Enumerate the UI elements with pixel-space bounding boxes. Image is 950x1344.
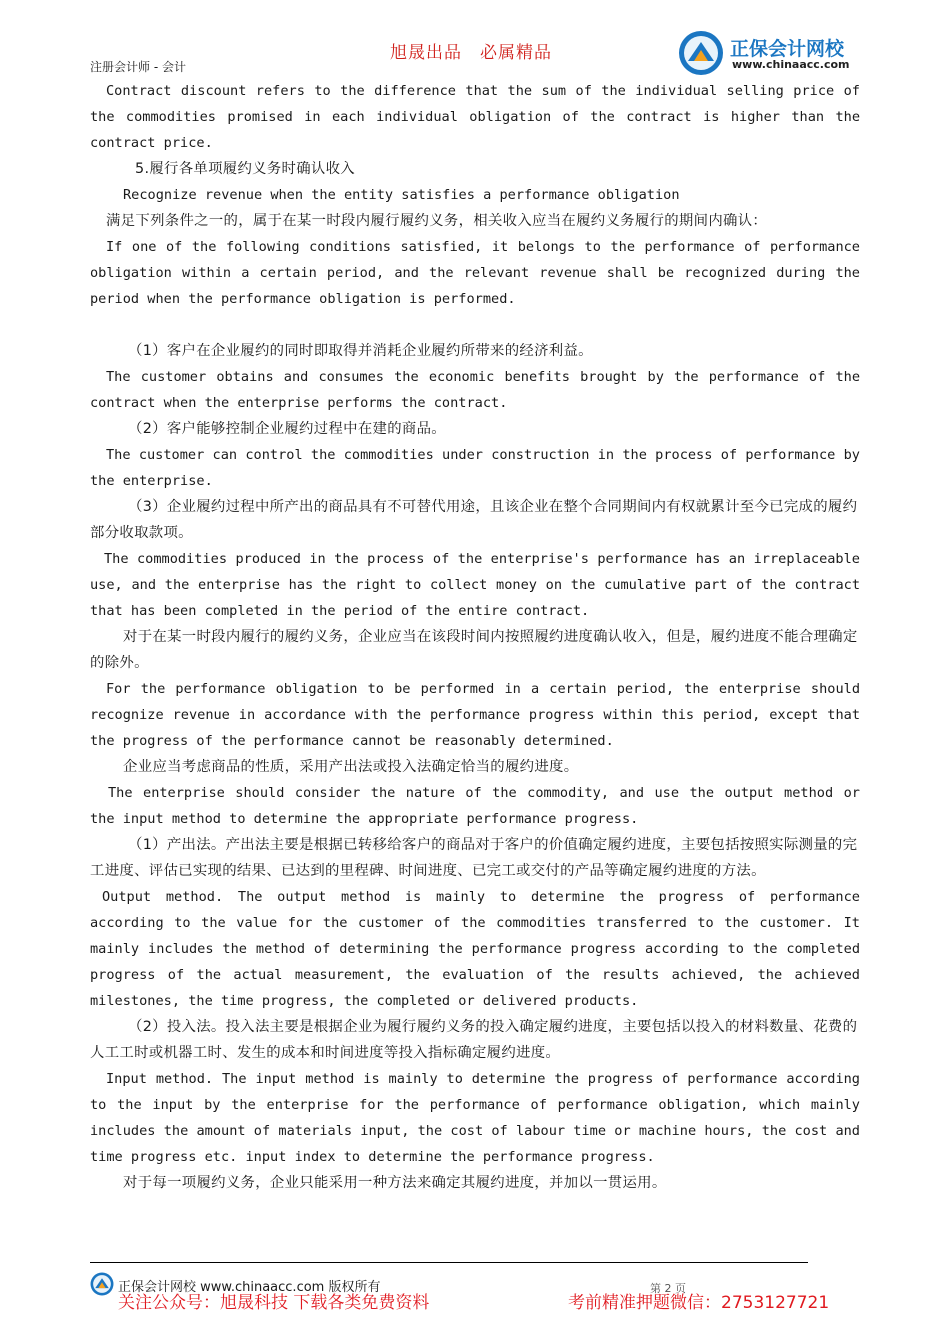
chinaacc-logo-icon [90,1272,114,1296]
list-item: （3）企业履约过程中所产出的商品具有不可替代用途，且该企业在整个合同期间内有权就累计至今已完成的履约部分收取款项。 [90,499,858,541]
course-title: 注册会计师 - 会计 [90,60,186,74]
logo-url[interactable]: www.chinaacc.com [732,58,850,71]
brand-logo[interactable] [678,30,878,76]
footer-promo-left: 关注公众号：旭晟科技 下载各类免费资料 [118,1293,430,1313]
paragraph: The customer obtains and consumes the economic benefits brought by the performance of the contract when the enterprise performs the contract. [90,369,860,411]
logo-name: 正保会计网校 [730,38,845,60]
document-body [90,78,860,1196]
paragraph: For the performance obligation to be performed in a certain period, the enterprise should recognize revenue in accordance with the performance progress within this period, except that the progress of the performance cannot be reasonably determined. [90,681,860,749]
footer-promo-right: 考前精准押题微信：2753127721 [568,1293,830,1313]
section-heading-en: Recognize revenue when the entity satisfies a performance obligation [123,187,680,203]
header-slogan: 旭晟出品 必属精品 [390,43,552,63]
paragraph: The commodities produced in the process of the enterprise's performance has an irreplaceable use, and the enterprise has the right to collect money on the cumulative part of the contract that has been completed in the period of the entire contract. [90,551,860,619]
paragraph: 满足下列条件之一的，属于在某一时段内履行履约义务，相关收入应当在履约义务履行的期间内确认： [106,213,768,229]
list-item: （1）客户在企业履约的同时即取得并消耗企业履约所带来的经济利益。 [128,343,593,359]
paragraph: Input method. The input method is mainly to determine the progress of performance according to the input by the enterprise for the performance of performance obligation, which mainly includes the amount of materials input, the cost of labour time or machine hours, the cost and time progress etc. input index to determine the performance progress. [90,1071,860,1165]
page-number: 第 2 页 [650,1282,686,1295]
section-heading: 5.履行各单项履约义务时确认收入 [135,161,355,177]
chinaacc-logo-icon [678,30,724,76]
list-item: （2）客户能够控制企业履约过程中在建的商品。 [128,421,446,437]
list-item: （2）投入法。投入法主要是根据企业为履行履约义务的投入确定履约进度，主要包括以投入的材料数量、花费的人工工时或机器工时、发生的成本和时间进度等投入指标确定履约进度。 [90,1019,858,1061]
footer-divider [90,1262,808,1263]
paragraph: 企业应当考虑商品的性质，采用产出法或投入法确定恰当的履约进度。 [123,759,579,775]
paragraph: Contract discount refers to the difference that the sum of the individual selling price of the commodities promised in each individual obligation of the contract is higher than the contract price. [90,83,860,151]
paragraph: If one of the following conditions satisfied, it belongs to the performance of performance obligation within a certain period, and the relevant revenue shall be recognized during the period when the performance obligation is performed. [90,239,860,307]
blank-line [90,312,860,338]
paragraph: 对于每一项履约义务，企业只能采用一种方法来确定其履约进度，并加以一贯运用。 [123,1175,667,1191]
footer-copyright: 正保会计网校 www.chinaacc.com 版权所有 [118,1280,381,1295]
paragraph: The enterprise should consider the nature of the commodity, and use the output method or the input method to determine the appropriate performance progress. [90,785,860,827]
page-header [0,0,950,80]
paragraph: The customer can control the commodities under construction in the process of performance by the enterprise. [90,447,860,489]
paragraph: Output method. The output method is mainly to determine the progress of performance according to the value for the customer of the commodities transferred to the customer. It mainly includes the method of determining the performance progress according to the completed progress of the actual measurement, the evaluation of the results achieved, the achieved milestones, the time progress, the completed or delivered products. [90,889,860,1009]
paragraph: 对于在某一时段内履行的履约义务，企业应当在该段时间内按照履约进度确认收入，但是，履约进度不能合理确定的除外。 [90,629,858,671]
list-item: （1）产出法。产出法主要是根据已转移给客户的商品对于客户的价值确定履约进度，主要包括按照实际测量的完工进度、评估已实现的结果、已达到的里程碑、时间进度、已完工或交付的产品等确定履约进度的方法。 [90,837,858,879]
